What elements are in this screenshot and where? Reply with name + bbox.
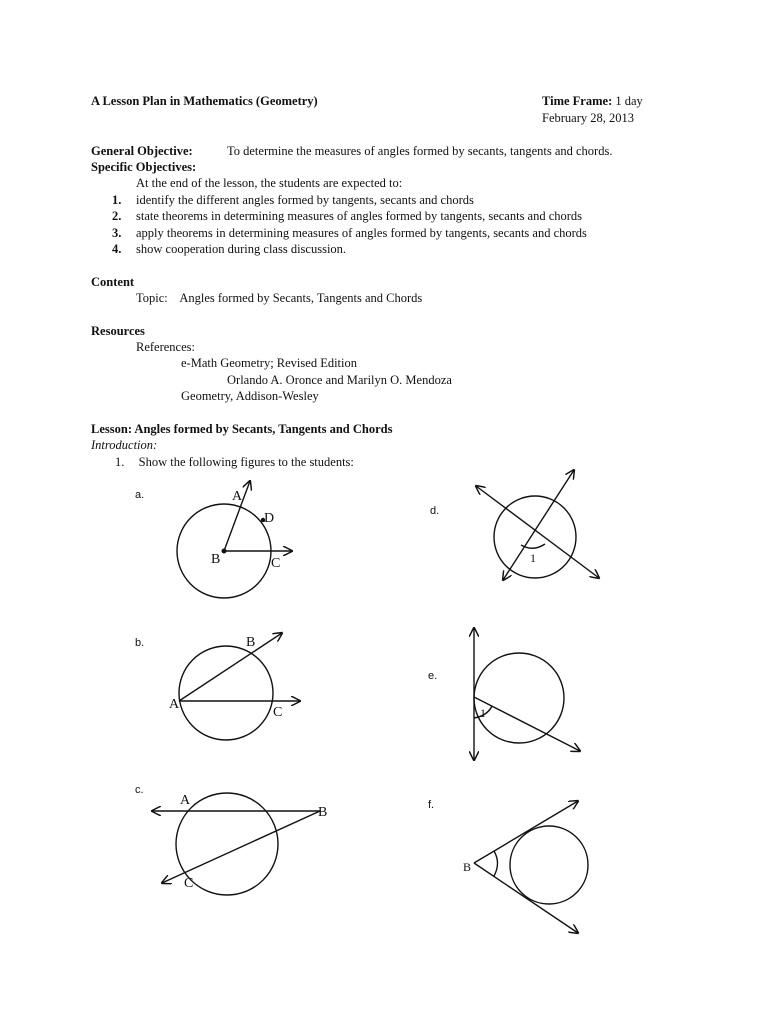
objective-text: state theorems in determining measures of angles formed by tangents, secants and chords bbox=[136, 209, 583, 223]
figure-f-label-b: B bbox=[463, 860, 472, 874]
figure-a-point-b bbox=[222, 549, 226, 553]
general-objective-text: To determine the measures of angles formed by secants, tangents and chords. bbox=[227, 144, 613, 158]
figure-a-label-a: A bbox=[232, 489, 243, 504]
figure-f-tangent-upper bbox=[474, 801, 578, 863]
figure-d-label: d. bbox=[430, 505, 440, 517]
resources-heading: Resources bbox=[91, 324, 145, 338]
general-objective-label: General Objective: bbox=[91, 144, 193, 158]
figure-b-ray-ab bbox=[179, 633, 282, 701]
objective-number: 3. bbox=[112, 226, 122, 240]
figure-b-diagram bbox=[179, 633, 300, 740]
objective-text: show cooperation during class discussion. bbox=[136, 242, 347, 256]
objective-text: apply theorems in determining measures of angles formed by tangents, secants and chords bbox=[136, 226, 587, 240]
figure-b-label: b. bbox=[135, 637, 145, 649]
figure-a-label-c: C bbox=[271, 556, 281, 571]
specific-objectives-intro: At the end of the lesson, the students are expected to: bbox=[136, 176, 403, 190]
figure-a-label: a. bbox=[135, 489, 145, 501]
reference-1-authors: Orlando A. Oronce and Marilyn O. Mendoza bbox=[227, 373, 452, 387]
step-number: 1. bbox=[115, 455, 125, 469]
document-title: A Lesson Plan in Mathematics (Geometry) bbox=[91, 94, 318, 108]
figure-f-angle-arc bbox=[494, 851, 498, 876]
figure-d-angle-label: 1 bbox=[530, 551, 536, 565]
objective-number: 2. bbox=[112, 209, 122, 223]
figure-b-label-a: A bbox=[169, 697, 180, 712]
specific-objectives-label: Specific Objectives: bbox=[91, 160, 197, 174]
figure-d-line-2 bbox=[503, 470, 574, 580]
figure-a-label-d: D bbox=[264, 511, 275, 526]
time-frame-value: 1 day bbox=[615, 94, 643, 108]
figure-c-label: c. bbox=[135, 784, 144, 796]
figure-b-label-b: B bbox=[246, 635, 256, 650]
content-heading: Content bbox=[91, 275, 135, 289]
objective-number: 4. bbox=[112, 242, 122, 256]
figure-f-tangent-lower bbox=[474, 863, 578, 933]
figure-f-circle bbox=[510, 826, 588, 904]
objective-number: 1. bbox=[112, 193, 122, 207]
figure-e-angle-label: 1 bbox=[480, 706, 486, 720]
figure-f-label: f. bbox=[428, 799, 435, 811]
figure-d-diagram bbox=[476, 470, 599, 580]
figure-f-diagram bbox=[474, 801, 588, 933]
time-frame-label: Time Frame: bbox=[542, 94, 613, 108]
figure-c-label-a: A bbox=[180, 793, 191, 808]
reference-1: e-Math Geometry; Revised Edition bbox=[181, 356, 358, 370]
figure-e-label: e. bbox=[428, 670, 438, 682]
figure-c-label-b: B bbox=[318, 805, 328, 820]
figure-c-line-bc bbox=[162, 811, 320, 883]
references-label: References: bbox=[136, 340, 195, 354]
topic-text: Angles formed by Secants, Tangents and Chords bbox=[179, 291, 423, 305]
lesson-date: February 28, 2013 bbox=[542, 111, 634, 125]
figure-b-circle bbox=[179, 646, 273, 740]
figure-e-diagram bbox=[474, 628, 580, 760]
objective-text: identify the different angles formed by tangents, secants and chords bbox=[136, 193, 474, 207]
reference-2: Geometry, Addison-Wesley bbox=[181, 389, 319, 403]
lesson-heading: Lesson: Angles formed by Secants, Tangents and Chords bbox=[91, 422, 393, 436]
step-text: Show the following figures to the students: bbox=[138, 455, 354, 469]
introduction-label: Introduction: bbox=[91, 438, 158, 452]
figure-c-diagram bbox=[152, 793, 320, 895]
figure-e-circle bbox=[474, 653, 564, 743]
topic-label: Topic: bbox=[136, 291, 168, 305]
figure-a-label-b: B bbox=[211, 552, 221, 567]
figure-c-label-c: C bbox=[184, 876, 194, 891]
figure-b-label-c: C bbox=[273, 705, 283, 720]
